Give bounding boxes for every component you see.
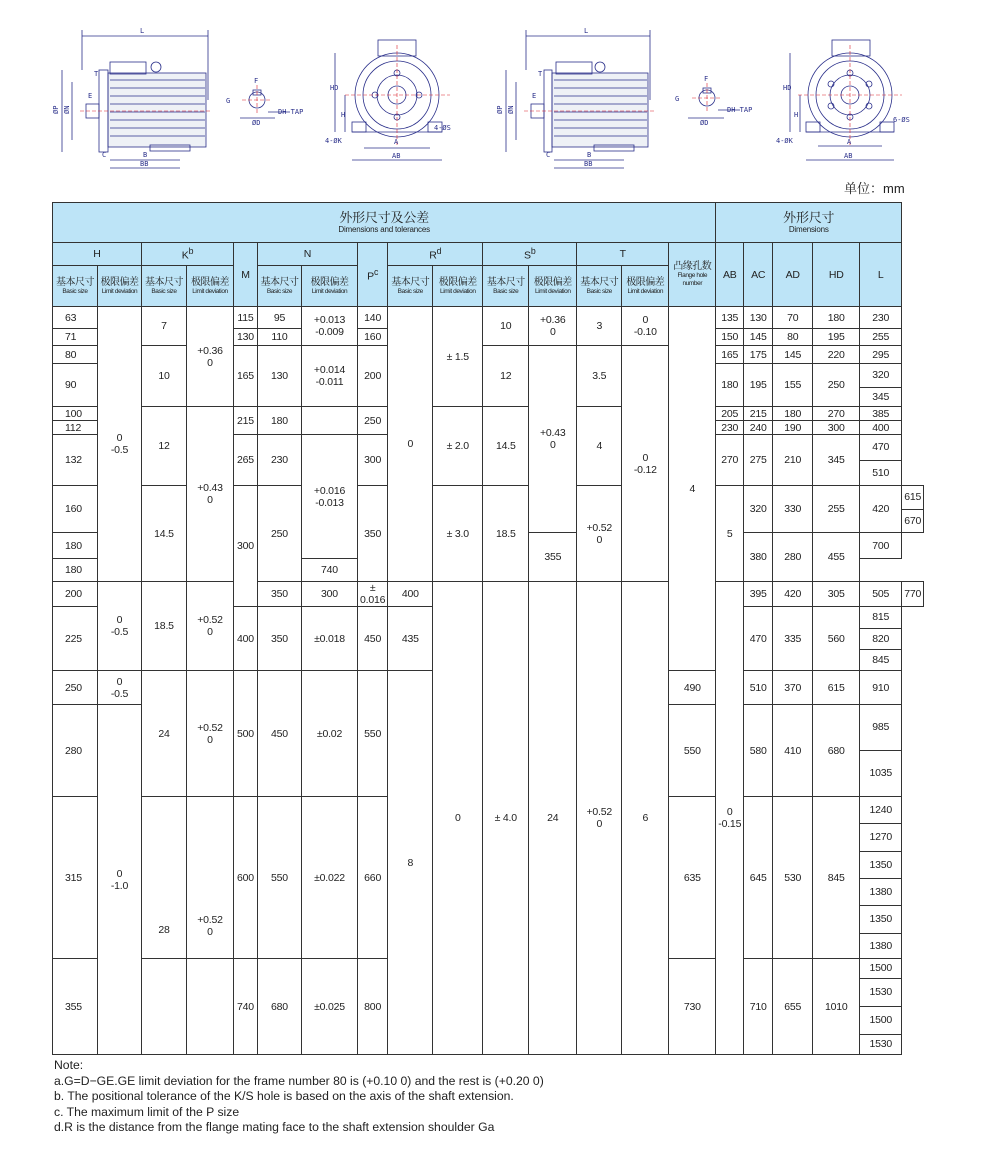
table-cell: 700: [860, 533, 902, 559]
table-cell: 24: [142, 671, 187, 797]
svg-text:HD: HD: [783, 84, 792, 92]
table-cell: 740: [302, 559, 358, 582]
table-cell: 0 -0.12: [622, 346, 669, 582]
table-cell: 130: [744, 307, 773, 329]
table-cell: 305: [813, 582, 860, 607]
table-cell: 130: [258, 346, 302, 407]
svg-text:4-ØK: 4-ØK: [325, 137, 342, 145]
table-cell: 3: [577, 307, 622, 346]
header-L: L: [860, 243, 902, 307]
table-cell: 4: [669, 307, 716, 671]
header-H: H: [53, 243, 142, 266]
table-cell: 175: [744, 346, 773, 364]
table-cell: ±0.025: [302, 959, 358, 1055]
table-cell: 63: [53, 307, 98, 329]
svg-text:BB: BB: [140, 160, 149, 168]
header-R: $R^d$: [388, 243, 483, 266]
table-cell: 385: [860, 407, 902, 421]
note-b: b. The positional tolerance of the K/S hole is based on the axis of the shaft extension.: [54, 1089, 514, 1103]
table-cell: 基本尺寸 Basic size: [258, 266, 302, 307]
table-cell: 550: [358, 671, 388, 797]
table-cell: 145: [744, 329, 773, 346]
table-cell: 190: [773, 421, 813, 435]
table-cell: 845: [813, 797, 860, 959]
svg-text:C: C: [546, 151, 551, 159]
svg-text:ØN: ØN: [63, 105, 71, 114]
table-cell: 315: [53, 797, 98, 959]
table-cell: 14.5: [142, 486, 187, 582]
table-cell: 550: [258, 797, 302, 959]
table-cell: 极限偏差 Limit deviation: [302, 266, 358, 307]
notes-title: Note:: [54, 1058, 84, 1072]
svg-text:HD: HD: [330, 84, 339, 92]
header-AD: AD: [773, 243, 813, 307]
svg-text:4-ØK: 4-ØK: [776, 137, 793, 145]
table-cell: 140: [358, 307, 388, 329]
table-cell: 250: [358, 407, 388, 435]
table-cell: +0.52 0: [187, 671, 234, 797]
table-cell: 160: [358, 329, 388, 346]
svg-text:T: T: [94, 70, 99, 78]
notes: [54, 1058, 544, 1136]
table-cell: 0 -0.15: [716, 582, 744, 1055]
svg-text:BB: BB: [584, 160, 593, 168]
table-cell: 基本尺寸 Basic size: [483, 266, 529, 307]
table-cell: 210: [773, 435, 813, 486]
table-cell: +0.43 0: [187, 407, 234, 582]
table-cell: 270: [716, 435, 744, 486]
table-cell: 3.5: [577, 346, 622, 407]
table-cell: ±0.018: [302, 607, 358, 671]
table-cell: 135: [716, 307, 744, 329]
table-cell: 24: [529, 582, 577, 1055]
table-cell: 550: [669, 705, 716, 797]
note-d: d.R is the distance from the flange mating face to the shaft extension shoulder Ga: [54, 1120, 495, 1134]
table-cell: 18.5: [483, 486, 529, 582]
table-cell: 770: [902, 582, 924, 607]
table-cell: 280: [773, 533, 813, 582]
header-AB: AB: [716, 243, 744, 307]
table-cell: 350: [258, 582, 302, 607]
table-cell: 基本尺寸 Basic size: [577, 266, 622, 307]
table-cell: 265: [234, 435, 258, 486]
end-view-drawing-left: [335, 40, 442, 160]
table-cell: 295: [860, 346, 902, 364]
table-cell: 165: [716, 346, 744, 364]
table-cell: 180: [773, 407, 813, 421]
table-cell: 410: [773, 705, 813, 797]
table-cell: 155: [773, 364, 813, 407]
table-cell: 510: [744, 671, 773, 705]
table-cell: [302, 407, 358, 435]
svg-text:A: A: [394, 138, 399, 146]
header-HD: HD: [813, 243, 860, 307]
table-cell: 380: [744, 533, 773, 582]
table-cell: 740: [234, 959, 258, 1055]
table-cell: 280: [53, 705, 98, 797]
table-cell: 420: [773, 582, 813, 607]
table-cell: 470: [744, 607, 773, 671]
table-cell: 355: [53, 959, 98, 1055]
table-cell: 220: [813, 346, 860, 364]
table-cell: 800: [358, 959, 388, 1055]
table-cell: 400: [234, 607, 258, 671]
table-cell: 215: [744, 407, 773, 421]
table-cell: 450: [358, 607, 388, 671]
table-cell: 195: [813, 329, 860, 346]
table-cell: 110: [258, 329, 302, 346]
header-dimensions-tolerances: 外形尺寸及公差 Dimensions and tolerances: [53, 203, 716, 243]
header-K: $K^b$: [142, 243, 234, 266]
table-cell: 350: [358, 486, 388, 582]
table-cell: 240: [744, 421, 773, 435]
svg-text:H: H: [794, 111, 799, 119]
table-cell: ± 2.0: [433, 407, 483, 486]
table-cell: 615 670: [902, 486, 924, 533]
table-cell: 600: [234, 797, 258, 959]
table-cell: 230: [860, 307, 902, 329]
table-cell: 400: [860, 421, 902, 435]
table-cell: +0.52 0: [187, 797, 234, 959]
table-cell: +0.36 0: [529, 307, 577, 346]
table-cell: 180: [258, 407, 302, 435]
table-cell: 490: [669, 671, 716, 705]
table-cell: 320: [744, 486, 773, 533]
table-cell: +0.36 0: [187, 307, 234, 407]
table-cell: 7: [142, 307, 187, 346]
svg-text:T: T: [538, 70, 543, 78]
note-a: a.G=D−GE.GE limit deviation for the frame number 80 is (+0.10 0) and the rest is (+0.20 0): [54, 1073, 544, 1088]
table-cell: 580: [744, 705, 773, 797]
table-cell: 370: [773, 671, 813, 705]
table-cell: 6: [622, 582, 669, 1055]
header-S: $S^b$: [483, 243, 577, 266]
header-dimensions: 外形尺寸 Dimensions: [716, 203, 902, 243]
table-cell: 255: [813, 486, 860, 533]
table-cell: +0.016 -0.013: [302, 435, 358, 559]
table-cell: 8: [388, 671, 433, 1055]
svg-text:L: L: [140, 27, 145, 35]
table-cell: 450: [258, 671, 302, 797]
table-cell: 0 -1.0: [98, 705, 142, 1055]
svg-text:F: F: [704, 75, 709, 83]
table-cell: +0.52 0: [577, 582, 622, 1055]
svg-text:ØN: ØN: [507, 105, 515, 114]
table-cell: 500: [234, 671, 258, 797]
table-cell: 0 -0.5: [98, 307, 142, 582]
svg-text:E: E: [532, 92, 537, 100]
table-cell: ±0.02: [302, 671, 358, 797]
dimensions-table: [52, 202, 924, 1055]
table-cell: 230: [258, 435, 302, 486]
table-cell: 470 510: [860, 435, 902, 486]
table-cell: 90: [53, 364, 98, 407]
svg-text:AB: AB: [392, 152, 401, 160]
table-cell: +0.43 0: [529, 346, 577, 533]
table-cell: 165: [234, 346, 258, 407]
table-cell: 400: [388, 582, 433, 607]
table-cell: +0.52 0: [577, 486, 622, 582]
svg-text:E: E: [88, 92, 93, 100]
svg-text:AB: AB: [844, 152, 853, 160]
table-cell: 14.5: [483, 407, 529, 486]
table-cell: 1010: [813, 959, 860, 1055]
table-cell: 275: [744, 435, 773, 486]
table-cell: ± 4.0: [483, 582, 529, 1055]
svg-text:B: B: [587, 151, 592, 159]
table-cell: 910: [860, 671, 902, 705]
table-cell: 710: [744, 959, 773, 1055]
table-cell: 1240 1270 1350 1380 1350 1380: [860, 797, 902, 959]
table-cell: ±0.022: [302, 797, 358, 959]
table-cell: 95: [258, 307, 302, 329]
table-cell: 极限偏差 Limit deviation: [433, 266, 483, 307]
table-cell: 655: [773, 959, 813, 1055]
table-cell: 730: [669, 959, 716, 1055]
table-cell: [142, 959, 187, 1055]
table-cell: 345: [813, 435, 860, 486]
table-cell: 230: [716, 421, 744, 435]
side-view-drawing-right: [506, 30, 650, 168]
table-cell: 18.5: [142, 582, 187, 671]
table-cell: 320 345: [860, 364, 902, 407]
unit-label: 单位：mm: [844, 181, 905, 196]
table-cell: 645: [744, 797, 773, 959]
svg-text:ØD: ØD: [700, 119, 709, 127]
table-cell: 80: [773, 329, 813, 346]
table-cell: 330: [773, 486, 813, 533]
table-cell: 455: [813, 533, 860, 582]
header-M: M: [234, 243, 258, 307]
table-cell: 180: [53, 533, 98, 559]
table-cell: 355: [529, 533, 577, 582]
table-cell: 420: [860, 486, 902, 533]
table-cell: +0.014 -0.011: [302, 346, 358, 407]
table-cell: 815 820 845: [860, 607, 902, 671]
svg-text:H: H: [341, 111, 346, 119]
svg-text:A: A: [847, 138, 852, 146]
table-cell: 395: [744, 582, 773, 607]
table-cell: 115: [234, 307, 258, 329]
table-cell: 0 -0.5: [98, 582, 142, 671]
table-cell: ± 3.0: [433, 486, 483, 582]
table-cell: 12: [483, 346, 529, 407]
table-cell: 200: [53, 582, 98, 607]
svg-text:C: C: [102, 151, 107, 159]
table-cell: 270: [813, 407, 860, 421]
table-cell: 615: [813, 671, 860, 705]
svg-text:G: G: [675, 95, 680, 103]
table-cell: 335: [773, 607, 813, 671]
table-cell: 基本尺寸 Basic size: [53, 266, 98, 307]
table-cell: 680: [258, 959, 302, 1055]
table-cell: 985 1035: [860, 705, 902, 797]
table-cell: 250: [53, 671, 98, 705]
table-cell: 195: [744, 364, 773, 407]
table-cell: 0: [433, 582, 483, 1055]
svg-text:G: G: [226, 97, 231, 105]
table-cell: 180: [716, 364, 744, 407]
side-view-drawing-left: [62, 30, 208, 168]
table-cell: 极限偏差 Limit deviation: [98, 266, 142, 307]
table-cell: 225: [53, 607, 98, 671]
table-cell: 635: [669, 797, 716, 959]
table-cell: 28: [142, 797, 187, 959]
table-cell: 680: [813, 705, 860, 797]
svg-text:ØP: ØP: [496, 105, 504, 114]
table-cell: 180: [53, 559, 98, 582]
table-cell: 530: [773, 797, 813, 959]
table-cell: 12: [142, 407, 187, 486]
header-N: N: [258, 243, 358, 266]
table-cell: 极限偏差 Limit deviation: [622, 266, 669, 307]
header-T: T: [577, 243, 669, 266]
table-cell: 250: [813, 364, 860, 407]
table-cell: 205: [716, 407, 744, 421]
table-cell: 150: [716, 329, 744, 346]
table-cell: 250: [258, 486, 302, 582]
header-AC: AC: [744, 243, 773, 307]
table-cell: 200: [358, 346, 388, 407]
svg-text:ØD: ØD: [252, 119, 261, 127]
svg-text:F: F: [254, 77, 259, 85]
table-cell: 300: [813, 421, 860, 435]
svg-text:L: L: [584, 27, 589, 35]
end-view-drawing-right: [790, 40, 894, 160]
table-cell: 基本尺寸 Basic size: [388, 266, 433, 307]
svg-text:DH TAP: DH TAP: [727, 106, 753, 114]
motor-outline-drawings: [0, 0, 992, 175]
table-cell: 505: [860, 582, 902, 607]
table-cell: 145: [773, 346, 813, 364]
table-cell: 300: [234, 486, 258, 607]
table-cell: 5: [716, 486, 744, 582]
table-cell: 132: [53, 435, 98, 486]
table-cell: 4: [577, 407, 622, 486]
table-cell: 70: [773, 307, 813, 329]
table-cell: 112: [53, 421, 98, 435]
header-flange-holes: 凸缘孔数 Flange hole number: [669, 243, 716, 307]
table-cell: 极限偏差 Limit deviation: [187, 266, 234, 307]
table-cell: 10: [142, 346, 187, 407]
table-cell: 1500 1530 1500 1530: [860, 959, 902, 1055]
table-cell: 71: [53, 329, 98, 346]
note-c: c. The maximum limit of the P size: [54, 1104, 240, 1119]
table-cell: ± 0.016: [358, 582, 388, 607]
table-cell: 0 -0.10: [622, 307, 669, 346]
table-cell: ± 1.5: [433, 307, 483, 407]
table-cell: 极限偏差 Limit deviation: [529, 266, 577, 307]
table-cell: [187, 959, 234, 1055]
table-cell: 80: [53, 346, 98, 364]
table-cell: 180: [813, 307, 860, 329]
table-cell: 160: [53, 486, 98, 533]
table-cell: 435: [388, 607, 433, 671]
table-cell: 130: [234, 329, 258, 346]
table-cell: 215: [234, 407, 258, 435]
table-cell: 10: [483, 307, 529, 346]
table-cell: 560: [813, 607, 860, 671]
table-cell: +0.013 -0.009: [302, 307, 358, 346]
table-cell: 350: [258, 607, 302, 671]
svg-text:ØP: ØP: [52, 105, 60, 114]
table-cell: 0 -0.5: [98, 671, 142, 705]
svg-text:4-ØS: 4-ØS: [434, 124, 451, 132]
table-cell: +0.52 0: [187, 582, 234, 671]
table-cell: 660: [358, 797, 388, 959]
svg-text:DH TAP: DH TAP: [278, 108, 304, 116]
table-cell: 基本尺寸 Basic size: [142, 266, 187, 307]
table-cell: 300: [302, 582, 358, 607]
table-cell: 300: [358, 435, 388, 486]
header-P: $P^c$: [358, 243, 388, 307]
table-cell: 100: [53, 407, 98, 421]
table-cell: 0: [388, 307, 433, 582]
svg-text:B: B: [143, 151, 148, 159]
svg-text:6-ØS: 6-ØS: [893, 116, 910, 124]
table-cell: 255: [860, 329, 902, 346]
